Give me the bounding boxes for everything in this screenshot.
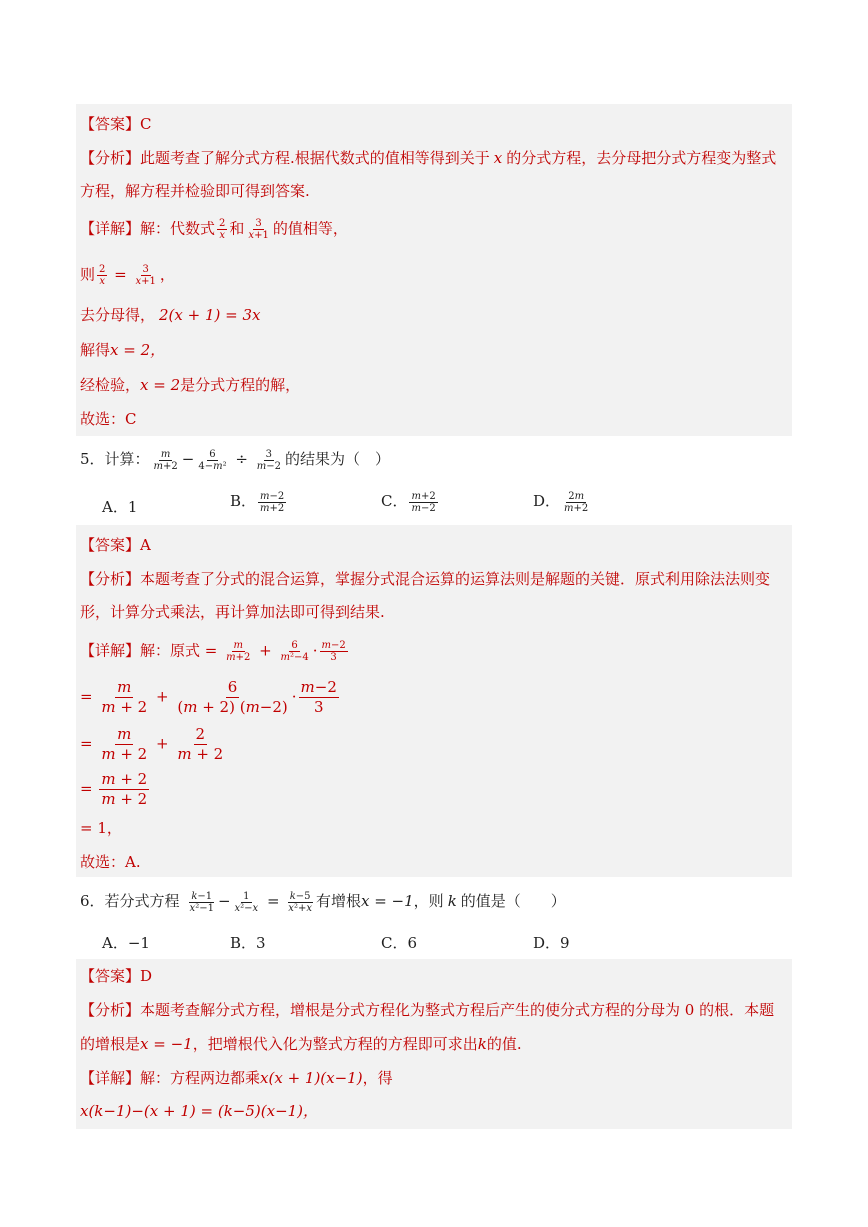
step-line-2: 去分母得， 2(x + 1) = 3x	[80, 306, 261, 324]
step-line-3: 解得x = 2，	[80, 341, 166, 359]
question-5: 5．计算： $\frac{m}{m+2}$ − $\frac{6}{\text{4−m²}}$ ÷ $\frac{3}{m-2}$ 的结果为（ ）	[80, 448, 390, 472]
fraction: $\frac{6}{(m + 2) (m-2)}$	[177, 678, 288, 716]
analysis-line-2: 的增根是x = −1，把增根代入化为整式方程的方程即可求出k的值.	[80, 1035, 522, 1053]
analysis-line-2: 形，计算分式乘法，再计算加法即可得到结果.	[80, 603, 385, 621]
fraction: $\frac{m+2}{m-2}$	[411, 490, 436, 514]
answer-tag: 【答案】	[80, 115, 141, 133]
fraction: $\frac{m}{m+2}$	[226, 640, 251, 663]
fraction: $\frac{2}{m + 2}$	[177, 725, 224, 763]
detail-tag: 【详解】	[80, 1069, 141, 1087]
fraction: $\frac{3}{x+1}$	[248, 218, 269, 241]
analysis-line-1: 【分析】此题考查了解分式方程.根据代数式的值相等得到关于 x 的分式方程，去分母把分式方程变为整式	[80, 149, 777, 167]
fraction: $\frac{m-2}{3}$	[300, 678, 337, 716]
fraction: $\frac{m}{m + 2}$	[101, 725, 148, 763]
q5-option-c[interactable]: C． $\frac{m+2}{m-2}$	[381, 490, 436, 514]
fraction: $\frac{1}{\text{x²−x}}$	[234, 890, 259, 914]
equation-line-4: = $\frac{m + 2}{m + 2}$	[80, 770, 148, 808]
answer-line	[80, 535, 151, 555]
equation-line-2: = $\frac{m}{m + 2}$ + $\frac{6}{(m + 2) (m-2)}$ · $\frac{m-2}{3}$	[80, 678, 337, 716]
answer-tag: 【答案】	[80, 536, 141, 554]
step-line-1: 则 $\frac{2}{x}$ = $\frac{3}{x+1}$ ，	[80, 264, 175, 287]
fraction: $\frac{6}{\text{4−m²}}$	[198, 448, 227, 472]
step-line-4: 经检验，x = 2是分式方程的解，	[80, 376, 301, 394]
q6-option-a[interactable]: A．−1	[102, 934, 150, 952]
fraction: $\frac{2}{x}$	[219, 218, 226, 241]
q5-option-a[interactable]: A．1	[102, 498, 138, 516]
fraction: $\frac{m}{m + 2}$	[101, 678, 148, 716]
equation-line-3: = $\frac{m}{m + 2}$ + $\frac{2}{m + 2}$	[80, 725, 224, 763]
detail-line-1: 【详解】解：代数式 $\frac{2}{x}$ 和 $\frac{3}{x+1}$ 的值相等，	[80, 218, 348, 241]
detail-tag: 【详解】	[80, 641, 141, 660]
q5-option-d[interactable]: D． $\frac{2m}{m+2}$	[533, 490, 589, 514]
fraction: $\frac{k-5}{\text{x²+x}}$	[288, 890, 312, 914]
fraction: $\frac{k-1}{\text{x²−1}}$	[189, 890, 214, 914]
final-line: 故选：A.	[80, 853, 141, 871]
q5-option-b[interactable]: B． $\frac{m-2}{m+2}$	[230, 490, 285, 514]
q6-option-b[interactable]: B．3	[230, 934, 266, 952]
q6-option-c[interactable]: C．6	[381, 934, 418, 952]
fraction: $\frac{3}{x+1}$	[135, 264, 156, 287]
fraction: $\frac{m-2}{3}$	[321, 640, 346, 663]
answer-value: D	[140, 967, 153, 985]
answer-line	[80, 114, 152, 134]
step-line-5: 故选：C	[80, 410, 137, 428]
fraction: $\frac{m + 2}{m + 2}$	[101, 770, 148, 808]
equation-line-5: = 1，	[80, 819, 122, 837]
q6-option-d[interactable]: D．9	[533, 934, 570, 952]
question-6: 6．若分式方程 $\frac{k-1}{\text{x²−1}}$ − $\frac{1}{\text{x²−x}}$ = $\frac{k-5}{\text{x²+x}}$ 有增根x = −1，则 k 的值是（ ）	[80, 890, 566, 914]
fraction: $\frac{m}{m+2}$	[153, 448, 178, 472]
analysis-tag: 【分析】	[80, 1001, 141, 1019]
analysis-line-1: 【分析】本题考查解分式方程，增根是分式方程化为整式方程后产生的使分式方程的分母为 0 的根．本题	[80, 1001, 775, 1019]
analysis-tag: 【分析】	[80, 570, 141, 588]
analysis-line-2: 方程，解方程并检验即可得到答案.	[80, 182, 310, 200]
answer-line	[80, 966, 152, 986]
detail-line-1: 【详解】解：原式 = $\frac{m}{m+2}$ + $\frac{6}{\text{m²−4}}$ · $\frac{m-2}{3}$	[80, 640, 346, 663]
answer-value: C	[140, 115, 152, 133]
equation-line: x(k−1)−(x + 1) = (k−5)(x−1)，	[80, 1102, 319, 1120]
fraction: $\frac{6}{\text{m²−4}}$	[280, 640, 309, 663]
detail-tag: 【详解】	[80, 219, 141, 238]
analysis-line-1: 【分析】本题考查了分式的混合运算，掌握分式混合运算的运算法则是解题的关键．原式利用除法法则变	[80, 570, 771, 588]
fraction: $\frac{2}{x}$	[99, 264, 106, 287]
detail-line-1: 【详解】解：方程两边都乘x(x + 1)(x−1)，得	[80, 1069, 393, 1087]
analysis-tag: 【分析】	[80, 149, 141, 167]
fraction: $\frac{m-2}{m+2}$	[260, 490, 285, 514]
fraction: $\frac{3}{m-2}$	[256, 448, 281, 472]
fraction: $\frac{2m}{m+2}$	[564, 490, 589, 514]
answer-tag: 【答案】	[80, 967, 141, 985]
answer-value: A	[140, 536, 151, 554]
